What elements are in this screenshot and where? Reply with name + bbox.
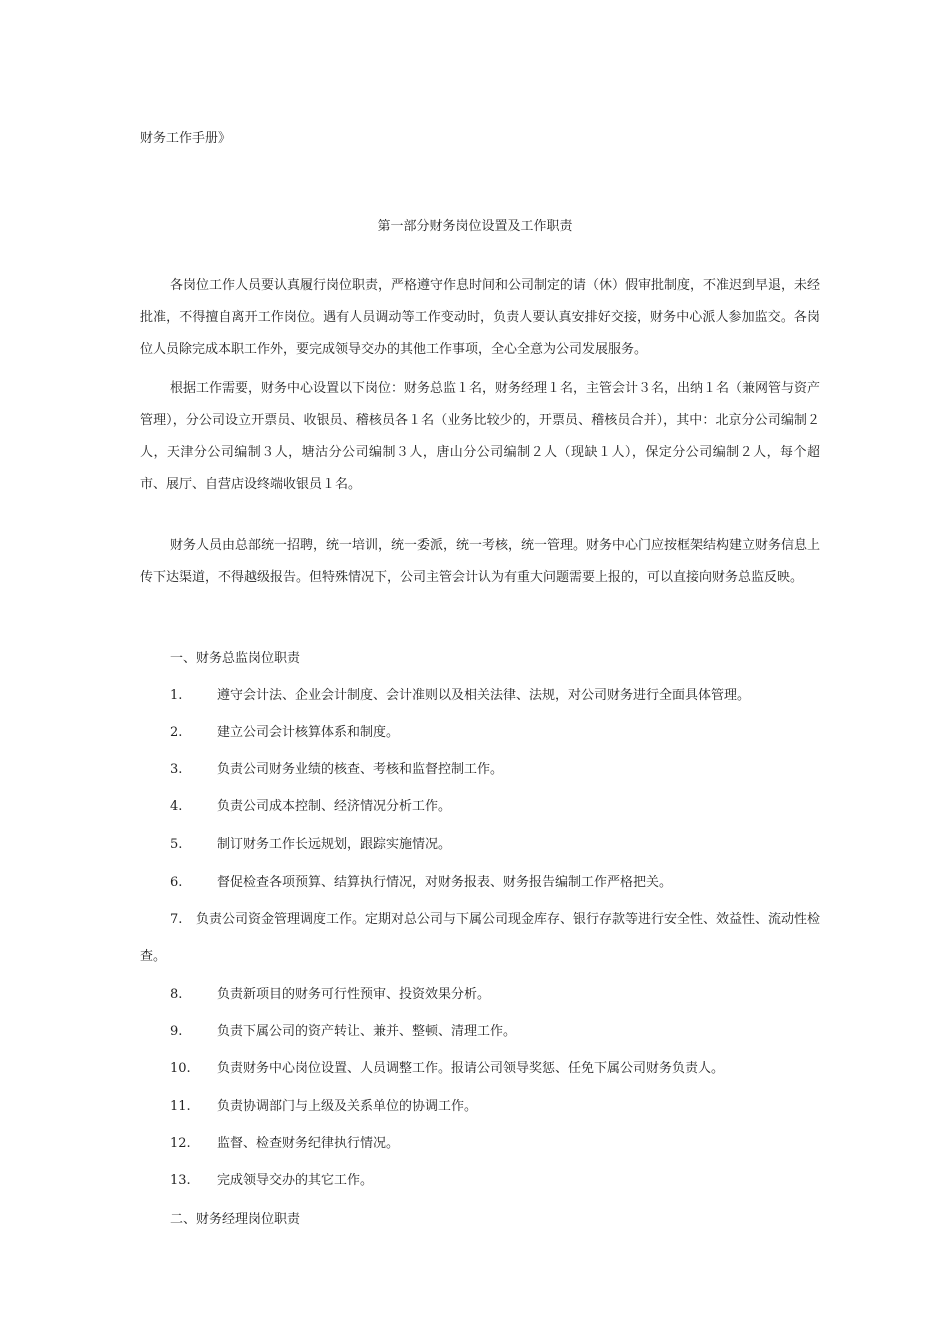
paragraph-2: 根据工作需要，财务中心设置以下岗位：财务总监１名，财务经理１名，主管会计３名，出纳１名（兼网管与资产管理），分公司设立开票员、收银员、稽核员各１名（业务比较少的，开票员、稽核员合并），其中：北京分公司编制２人，天津分公司编制３人，塘沽分公司编制３人，唐山分公司编制２人（现缺１人），保定分公司编制２人，每个超市、展厅、自营店设终端收银员１名。 [140,381,821,492]
list-item-text: 负责财务中心岗位设置、人员调整工作。报请公司领导奖惩、任免下属公司财务负责人。 [217,1061,725,1076]
list-item-text: 负责公司资金管理调度工作。定期对总公司与下属公司现金库存、银行存款等进行安全性、效益性、流动性检查。 [140,912,821,964]
list-item [170,1135,820,1153]
list-item-number: 10. [170,1061,191,1076]
list-item-number: 9. [170,1024,183,1039]
list-item [140,901,820,975]
list-item-number: 3. [170,762,183,777]
list-item [170,874,820,892]
section-title: 第一部分财务岗位设置及工作职责 [377,219,573,234]
list-item-text: 制订财务工作长远规划，跟踪实施情况。 [217,837,452,852]
list-item-text: 负责公司财务业绩的核查、考核和监督控制工作。 [217,762,504,777]
list-item-number: 2. [170,725,183,740]
list-item-number: 6. [170,875,183,890]
document-title: 财务工作手册》 [140,131,232,146]
paragraph-1: 各岗位工作人员要认真履行岗位职责，严格遵守作息时间和公司制定的请（休）假审批制度，不准迟到早退，未经批准，不得擅自离开工作岗位。遇有人员调动等工作变动时，负责人要认真安排好交接，财务中心派人参加监交。各岗位人员除完成本职工作外，要完成领导交办的其他工作事项，全心全意为公司发展服务。 [140,278,821,357]
list-item [170,761,820,779]
heading-finance-director: 一、财务总监岗位职责 [170,651,301,666]
list-item-text: 监督、检查财务纪律执行情况。 [217,1136,400,1151]
list-item [170,798,820,816]
list-item [170,1172,820,1190]
list-item-number: 13. [170,1173,191,1188]
list-item [170,1060,820,1078]
heading-finance-manager: 二、财务经理岗位职责 [170,1212,301,1227]
paragraph-3: 财务人员由总部统一招聘，统一培训，统一委派，统一考核，统一管理。财务中心门应按框架结构建立财务信息上传下达渠道，不得越级报告。但特殊情况下，公司主管会计认为有重大问题需要上报的，可以直接向财务总监反映。 [140,538,821,585]
list-item [170,1023,820,1041]
list-item [170,836,820,854]
list-item-number: 8. [170,987,183,1002]
list-item-text: 督促检查各项预算、结算执行情况，对财务报表、财务报告编制工作严格把关。 [217,875,673,890]
list-item [170,724,820,742]
list-item-text: 负责公司成本控制、经济情况分析工作。 [217,799,452,814]
list-item-number: 7. [170,912,183,927]
list-item-text: 完成领导交办的其它工作。 [217,1173,374,1188]
list-item-number: 11. [170,1099,191,1114]
list-item-text: 负责协调部门与上级及关系单位的协调工作。 [217,1099,478,1114]
list-item-text: 遵守会计法、企业会计制度、会计准则以及相关法律、法规，对公司财务进行全面具体管理。 [217,688,751,703]
list-item-text: 负责下属公司的资产转让、兼并、整顿、清理工作。 [217,1024,517,1039]
list-item-number: 1. [170,688,183,703]
list-item-number: 5. [170,837,183,852]
list-item-text: 负责新项目的财务可行性预审、投资效果分析。 [217,987,491,1002]
list-item [170,687,820,705]
list-item [170,986,820,1004]
list-item-text: 建立公司会计核算体系和制度。 [217,725,400,740]
list-item [170,1098,820,1116]
list-item-number: 12. [170,1136,191,1151]
list-item-number: 4. [170,799,183,814]
